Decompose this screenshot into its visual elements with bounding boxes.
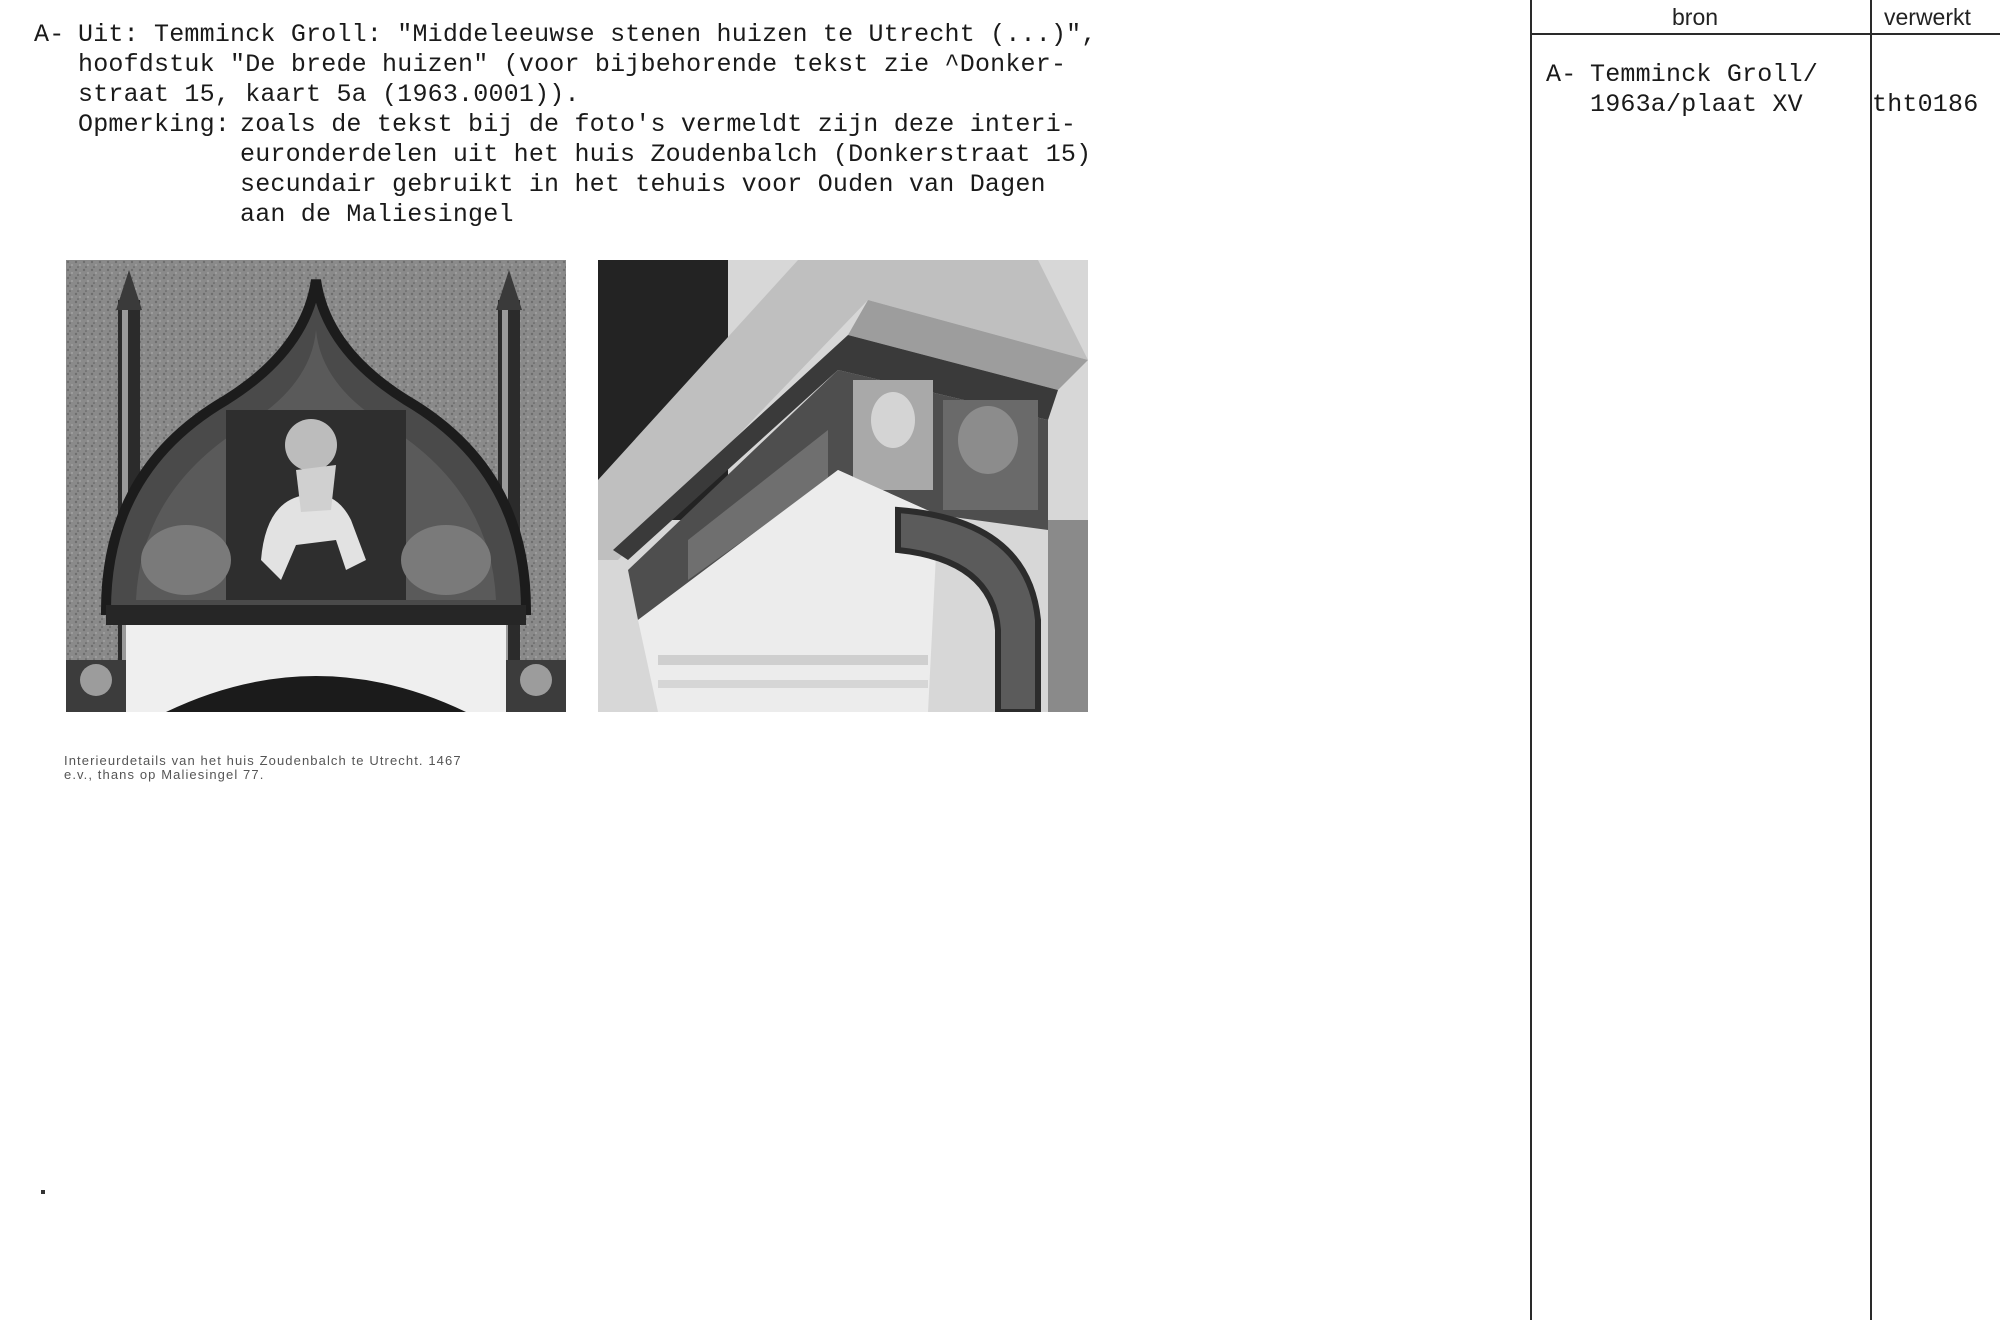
remark-line-2: euronderdelen uit het huis Zoudenbalch (Donkerstraat 15) <box>240 140 1092 169</box>
source-entry-line-2: 1963a/plaat XV <box>1590 90 1803 119</box>
remark-label: Opmerking: <box>78 110 231 139</box>
note-line-1 <box>34 20 1097 50</box>
table-rule-left <box>1530 0 1532 1320</box>
note-line-3: straat 15, kaart 5a (1963.0001)). <box>78 80 580 109</box>
note-prefix: A- <box>34 20 65 49</box>
remark-line-4: aan de Maliesingel <box>240 200 514 229</box>
note-line-1-text: Uit: Temminck Groll: "Middeleeuwse stenen huizen te Utrecht (...)", <box>78 20 1097 49</box>
source-entry-line-1-text: Temminck Groll/ <box>1590 60 1819 89</box>
source-entry <box>1546 60 1866 120</box>
remark-line-3: secundair gebruikt in het tehuis voor Ouden van Dagen <box>240 170 1046 199</box>
photo-chimney-hood <box>598 260 1088 712</box>
column-header-source: bron <box>1672 4 1719 30</box>
column-header-processed: verwerkt <box>1884 4 1971 30</box>
source-entry-prefix: A- <box>1546 60 1577 89</box>
table-rule-middle <box>1870 0 1872 1320</box>
remark-line-1-text: zoals de tekst bij de foto's vermeldt zijn deze interi- <box>240 110 1077 139</box>
photo-arch-panel <box>66 260 566 712</box>
source-entry-line-1 <box>1546 60 1866 90</box>
source-table <box>1530 0 2000 1320</box>
caption-line-2: e.v., thans op Maliesingel 77. <box>64 767 265 782</box>
stray-mark <box>41 1190 45 1194</box>
note-line-2: hoofdstuk "De brede huizen" (voor bijbehorende tekst zie ^Donker- <box>78 50 1067 79</box>
table-header-rule <box>1530 33 2000 35</box>
caption-line-1: Interieurdetails van het huis Zoudenbalch te Utrecht. 1467 <box>64 753 462 768</box>
photo-caption <box>64 754 574 782</box>
source-note <box>34 20 1097 230</box>
processed-code: tht0186 <box>1872 90 1979 119</box>
remark-line-1 <box>34 110 1077 140</box>
